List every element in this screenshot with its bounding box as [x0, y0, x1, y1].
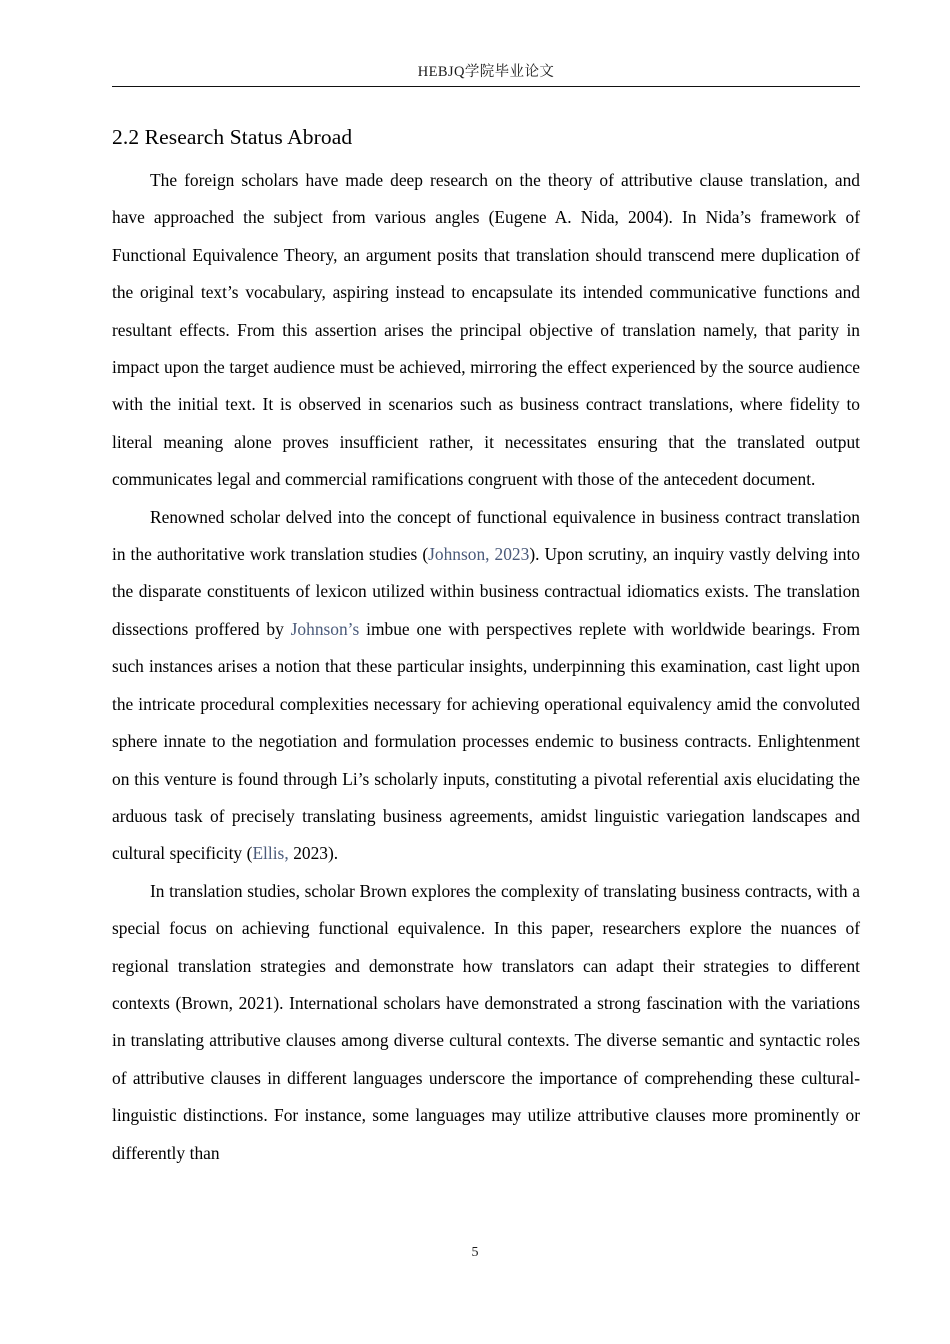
paragraph-3 [112, 873, 860, 1172]
running-header-text: HEBJQ学院毕业论文 [417, 64, 555, 80]
paragraph-2 [112, 499, 860, 873]
page-content [112, 122, 860, 1172]
citation-ellis[interactable]: Ellis, [252, 843, 289, 864]
citation-johnson-2023[interactable]: Johnson, 2023 [428, 544, 530, 565]
header-divider-rule [112, 86, 860, 87]
paragraph-2-segment-3: imbue one with perspectives replete with worldwide bearings. From such instances arises a notion that these particular insights, underpinning this examination, cast light upon the intricate procedural complexities necessary for achieving operational equivalency amid the convoluted sphere innate to the negotiation and formulation processes endemic to business contracts. Enlightenment on this venture is found through Li’s scholarly inputs, constituting a pivotal referential axis elucidating the arduous task of precisely translating business agreements, amidst linguistic variegation landscapes and cultural specificity ( [112, 618, 860, 864]
paragraph-2-segment-4: 2023). [288, 843, 339, 864]
page-number: 5 [471, 1245, 479, 1260]
paragraph-3-text: In translation studies, scholar Brown explores the complexity of translating business contracts, with a special focus on achieving functional equivalence. In this paper, researchers explore the nuances of regional translation strategies and demonstrate how translators can adapt their strategies to different contexts (Brown, 2021). International scholars have demonstrated a strong fascination with the variations in translating attributive clauses among diverse cultural contexts. The diverse semantic and syntactic roles of attributive clauses in different languages underscore the importance of comprehending these cultural-linguistic distinctions. For instance, some languages may utilize attributive clauses more prominently or differently than [112, 880, 860, 1163]
running-header [112, 62, 860, 87]
citation-johnsons[interactable]: Johnson’s [290, 618, 360, 639]
paragraph-1 [112, 162, 860, 499]
paragraph-2-segment-1: Renowned scholar delved into the concept of functional equivalence in business contract translation in the authoritative work translation studies ( [112, 506, 860, 565]
paragraph-2-segment-2: ). Upon scrutiny, an inquiry vastly delving into the disparate constituents of lexicon utilized within business contractual idiomatics exists. The translation dissections proffered by [112, 544, 860, 639]
section-heading: 2.2 Research Status Abroad [112, 125, 353, 149]
paragraph-1-text: The foreign scholars have made deep research on the theory of attributive clause translation, and have approached the subject from various angles (Eugene A. Nida, 2004). In Nida’s framework of Functional Equivalence Theory, an argument posits that translation should transcend mere duplication of the original text’s vocabulary, aspiring instead to encapsulate its intended communicative functions and resultant effects. From this assertion arises the principal objective of translation namely, that parity in impact upon the target audience must be achieved, mirroring the effect experienced by the source audience with the initial text. It is observed in scenarios such as business contract translations, where fidelity to literal meaning alone proves insufficient rather, it necessitates ensuring that the translated output communicates legal and commercial ramifications congruent with those of the antecedent document. [112, 170, 860, 490]
